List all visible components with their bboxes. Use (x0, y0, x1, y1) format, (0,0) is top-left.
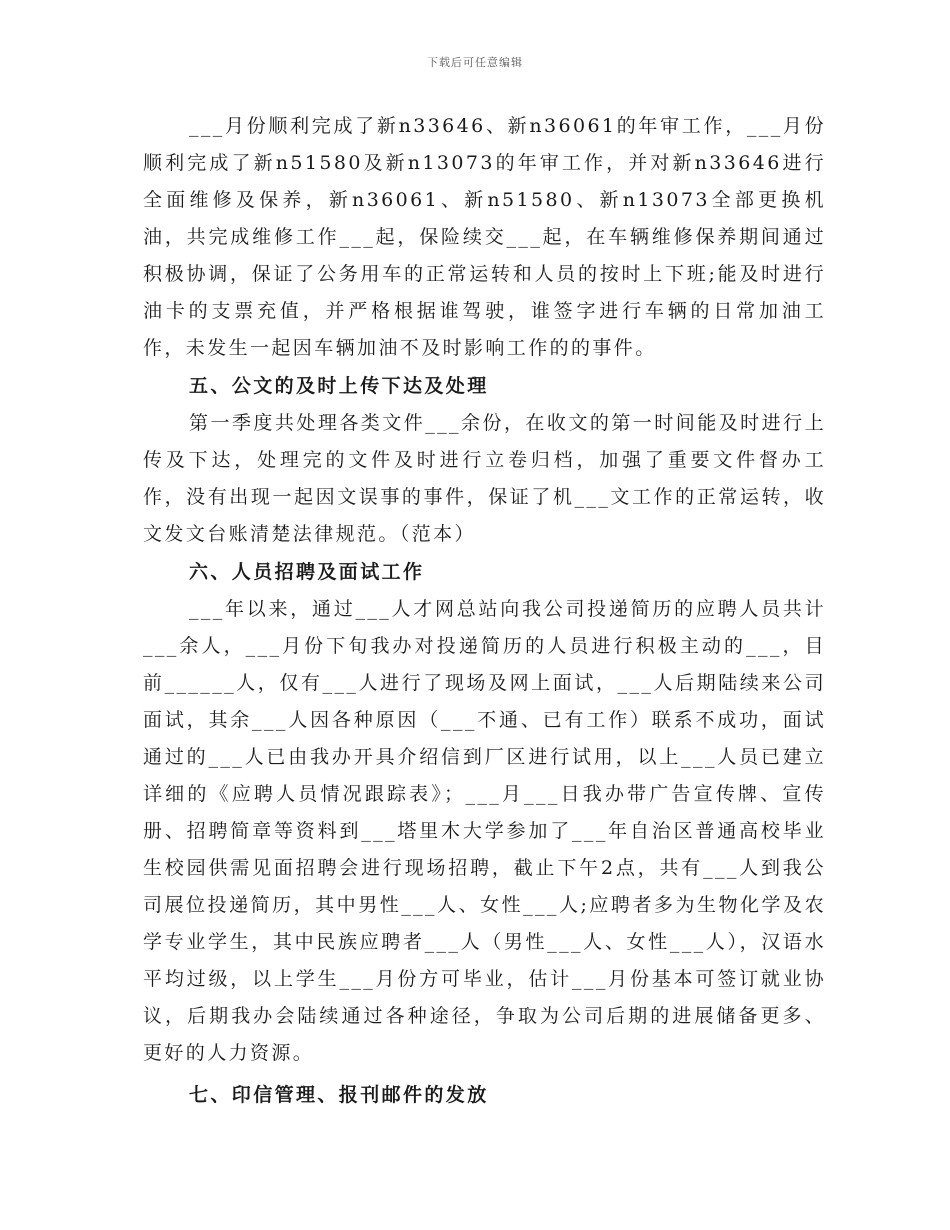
paragraph-document-handling: 第一季度共处理各类文件___余份，在收文的第一时间能及时进行上传及下达，处理完的文件及时进行立卷归档，加强了重要文件督办工作，没有出现一起因文误事的事件，保证了机___文工作的正常运转，收文发文台账清楚法律规范。（范本） (143, 412, 826, 545)
page-header-note: 下载后可任意编辑 (427, 56, 523, 69)
paragraph-recruitment: ___年以来，通过___人才网总站向我公司投递简历的应聘人员共计___余人，___月份下旬我办对投递简历的人员进行积极主动的___，目前______人，仅有___人进行了现场及网上面试，___人后期陆续来公司面试，其余___人因各种原因（___不通、已有工作）联系不成功，面试通过的___人已由我办开具介绍信到厂区进行试用，以上___人员已建立详细的《应聘人员情况跟踪表》；___月___日我办带广告宣传牌、宣传册、招聘简章等资料到___塔里木大学参加了___年自治区普通高校毕业生校园供需见面招聘会进行现场招聘，截止下午2点，共有___人到我公司展位投递简历，其中男性___人、女性___人;应聘者多为生物化学及农学专业学生，其中民族应聘者___人（男性___人、女性___人），汉语水平均过级，以上学生___月份方可毕业，估计___月份基本可签订就业协议，后期我办会陆续通过各种途径，争取为公司后期的进展储备更多、更好的人力资源。 (143, 598, 826, 1064)
heading-section-6: 六、人员招聘及面试工作 (189, 561, 425, 583)
heading-section-7: 七、印信管理、报刊邮件的发放 (189, 1084, 489, 1106)
heading-section-5: 五、公文的及时上传下达及处理 (189, 375, 489, 397)
paragraph-vehicle-maintenance: ___月份顺利完成了新n33646、新n36061的年审工作，___月份顺利完成了新n51580及新n13073的年审工作，并对新n33646进行全面维修及保养，新n36061、新n51580、新n13073全部更换机油，共完成维修工作___起，保险续交___起，在车辆维修保养期间通过积极协调，保证了公务用车的正常运转和人员的按时上下班;能及时进行油卡的支票充值，并严格根据谁驾驶，谁签字进行车辆的日常加油工作，未发生一起因车辆加油不及时影响工作的的事件。 (143, 115, 826, 359)
document-body (143, 108, 826, 1114)
